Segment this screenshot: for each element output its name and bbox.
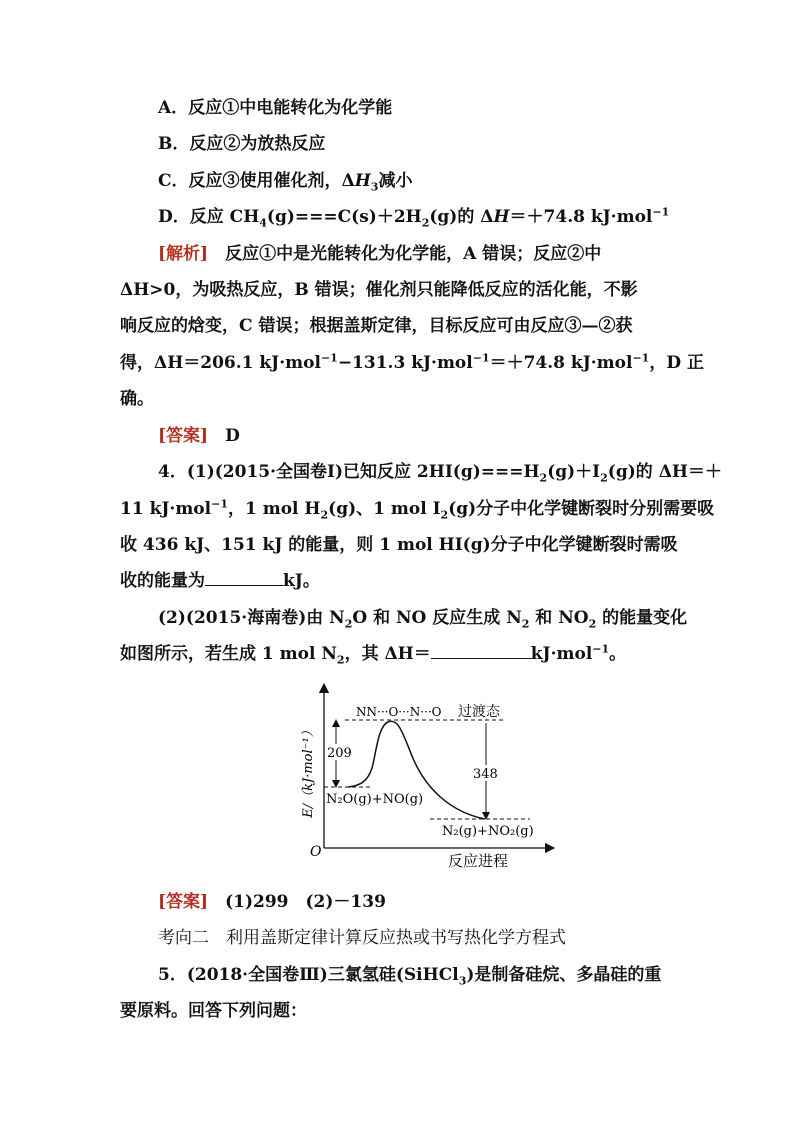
analysis-line-2 — [120, 278, 638, 302]
subscript: 4 — [259, 216, 267, 230]
analysis-text: 得，ΔH＝206.1 kJ·mol — [120, 353, 321, 373]
drop-label: 348 — [473, 767, 498, 782]
q4b-text: ，其 ΔH＝ — [344, 644, 431, 664]
subscript: 2 — [521, 617, 530, 631]
superscript: −1 — [652, 205, 670, 219]
option-d-mid: (g)===C(s)＋2H — [266, 207, 422, 227]
option-d-end: ＝＋74.8 kJ·mol — [509, 207, 653, 227]
analysis-line-4 — [120, 351, 704, 375]
q5-line-1 — [158, 963, 661, 987]
products-label: N₂(g)+NO₂(g) — [442, 824, 534, 839]
analysis-text: 反应①中是光能转化为化学能，A 错误；反应②中 — [225, 244, 602, 264]
subscript: 2 — [336, 653, 345, 667]
q4-text: ，1 mol H — [227, 499, 321, 519]
q4b-text: 。 — [609, 644, 627, 664]
superscript: −1 — [320, 351, 338, 365]
q4b-line-1 — [158, 606, 687, 630]
x-axis-label: 反应进程 — [448, 852, 509, 870]
analysis-text: ，D 正 — [649, 353, 705, 373]
q4-text: 11 kJ·mol — [120, 499, 212, 519]
subscript: 3 — [370, 180, 379, 194]
superscript: −1 — [592, 642, 610, 656]
q4b-text: (2)(2015·海南卷)由 N — [158, 608, 345, 628]
transition-label: 过渡态 — [458, 704, 500, 720]
section-heading — [158, 926, 566, 950]
q4b-line-2 — [120, 642, 626, 666]
subscript: 2 — [320, 508, 329, 522]
subscript: 2 — [600, 471, 608, 485]
answer-tag: [答案] — [158, 892, 209, 912]
q4b-text: O 和 NO 反应生成 N — [352, 608, 522, 628]
q5-text: )是制备硅烷、多晶硅的重 — [466, 965, 662, 985]
analysis-line-3 — [120, 314, 632, 338]
analysis-line-5 — [120, 387, 154, 411]
option-b-text: B．反应②为放热反应 — [158, 134, 326, 154]
answer-value: (1)299 (2)－139 — [225, 892, 386, 912]
superscript: −1 — [632, 351, 650, 365]
subscript: 3 — [458, 974, 467, 988]
analysis-text: −131.3 kJ·mol — [337, 353, 473, 373]
answer-blank[interactable] — [431, 658, 531, 659]
q5-text: 要原料。回答下列问题： — [120, 1001, 307, 1021]
energy-diagram — [290, 676, 560, 876]
analysis-tag: [解析] — [158, 244, 209, 264]
superscript: −1 — [211, 497, 228, 511]
q4-line-2 — [120, 497, 714, 521]
reactants-label: N₂O(g)+NO(g) — [326, 792, 424, 807]
subscript: 2 — [421, 216, 430, 230]
option-c-end: 减小 — [378, 171, 413, 191]
option-a — [158, 96, 392, 120]
q4-text: (g)＋I — [547, 462, 601, 482]
q4-text: (g)、1 mol I — [328, 499, 441, 519]
origin-label: O — [310, 844, 322, 860]
q4-text: 收的能量为 — [120, 571, 205, 591]
q5-line-2 — [120, 999, 307, 1023]
analysis-text: 响反应的焓变，C 错误；根据盖斯定律，目标反应可由反应③—②获 — [120, 316, 633, 336]
q4-text: 收 436 kJ、151 kJ 的能量，则 1 mol HI(g)分子中化学键断裂时需吸 — [120, 535, 678, 555]
y-axis-label: E/（kJ·mol⁻¹） — [301, 724, 316, 818]
superscript: −1 — [472, 351, 490, 365]
enthalpy-symbol: H — [493, 207, 510, 227]
q4-text: (g)的 ΔH＝＋ — [607, 462, 722, 482]
q4-line-3 — [120, 533, 678, 557]
answer-blank[interactable] — [205, 585, 283, 586]
subscript: 2 — [588, 617, 597, 631]
q4-text: kJ。 — [283, 571, 320, 591]
transition-structure: NN···O···N···O — [356, 705, 442, 719]
option-d-text: D．反应 CH — [158, 207, 260, 227]
option-a-text: A．反应①中电能转化为化学能 — [158, 98, 393, 118]
q5-text: 5．(2018·全国卷Ⅲ)三氯氢硅(SiHCl — [158, 965, 459, 985]
option-c-text: C．反应③使用催化剂，Δ — [158, 171, 355, 191]
q4b-text: kJ·mol — [530, 644, 593, 664]
analysis-line-1 — [158, 242, 601, 266]
q4b-text: 如图所示，若生成 1 mol N — [120, 644, 337, 664]
option-d-mid2: (g)的 Δ — [429, 207, 494, 227]
q4-text: (g)分子中化学键断裂时分别需要吸 — [448, 499, 715, 519]
q4-line-4 — [120, 569, 320, 593]
analysis-text: ＝＋74.8 kJ·mol — [489, 353, 633, 373]
analysis-text: 确。 — [120, 389, 154, 409]
subscript: 2 — [539, 471, 548, 485]
ea-label: 209 — [327, 746, 352, 761]
subscript: 2 — [344, 617, 353, 631]
energy-diagram-svg — [290, 676, 560, 876]
option-c — [158, 169, 412, 193]
answer-2 — [158, 890, 386, 914]
q4b-text: 的能量变化 — [596, 608, 688, 628]
option-d — [158, 205, 669, 229]
answer-value: D — [225, 426, 240, 446]
subscript: 2 — [440, 508, 449, 522]
option-b — [158, 132, 325, 156]
q4b-text: 和 NO — [529, 608, 589, 628]
q4-line-1 — [158, 460, 722, 484]
answer-tag: [答案] — [158, 426, 209, 446]
answer-1 — [158, 424, 240, 448]
section-title: 考向二 利用盖斯定律计算反应热或书写热化学方程式 — [158, 928, 566, 948]
analysis-text: ΔH>0，为吸热反应，B 错误；催化剂只能降低反应的活化能，不影 — [120, 280, 638, 300]
enthalpy-symbol: H — [354, 171, 371, 191]
q4-text: 4．(1)(2015·全国卷Ⅰ)已知反应 2HI(g)===H — [158, 462, 540, 482]
